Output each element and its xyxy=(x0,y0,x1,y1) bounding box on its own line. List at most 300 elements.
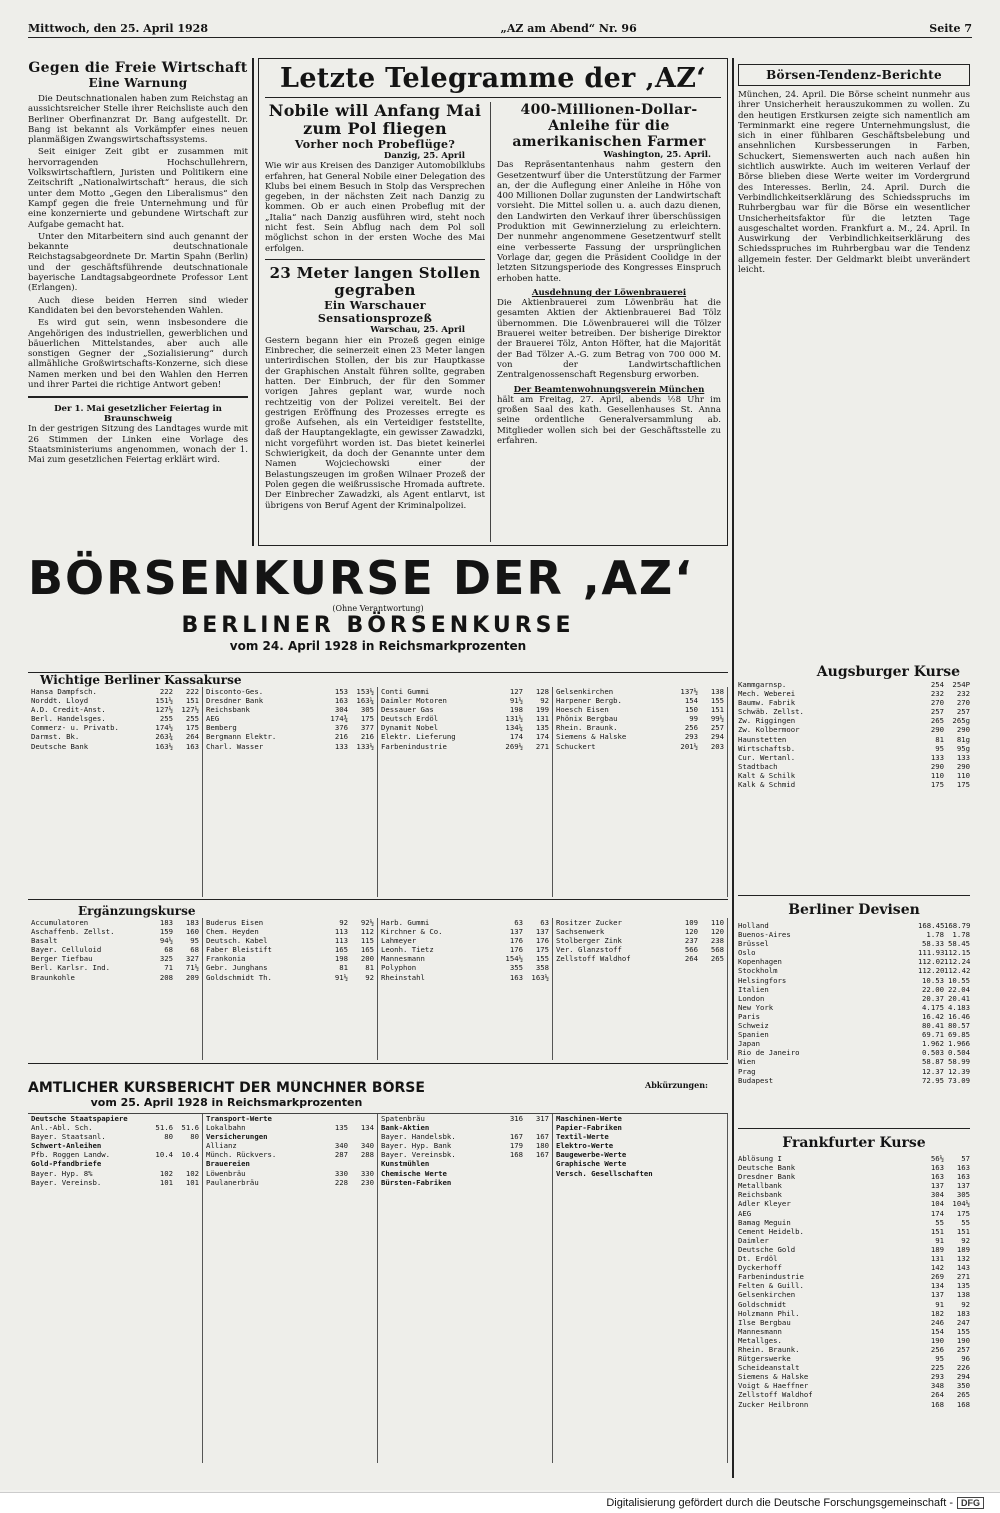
table-row xyxy=(738,957,970,966)
stock-value xyxy=(698,1159,724,1168)
stock-value: 69.71 xyxy=(922,1030,944,1040)
stock-value xyxy=(523,1169,549,1178)
stock-value: 4.183 xyxy=(948,1002,970,1012)
stock-value: 4.175 xyxy=(922,1002,944,1012)
stock-value: 131 xyxy=(535,714,549,724)
stock-name: Reichsbank xyxy=(738,1190,782,1200)
stock-name: Bamag Meguin xyxy=(738,1217,791,1227)
stock-value: 271 xyxy=(535,741,549,751)
divider xyxy=(252,58,254,546)
stock-value: 155 xyxy=(956,1326,970,1336)
stock-name: Bayer. Vereinsbk. xyxy=(381,1150,456,1160)
stock-value: 150 xyxy=(684,705,698,715)
stock-value: 112.42 xyxy=(944,966,970,976)
table-row xyxy=(381,973,549,982)
table-row xyxy=(556,1114,724,1123)
table-row xyxy=(381,936,549,945)
stock-name: Stockholm xyxy=(738,966,778,976)
stock-value: 271 xyxy=(956,1272,970,1282)
table-column xyxy=(28,1114,203,1463)
stock-value: 99 xyxy=(689,714,698,724)
table-row xyxy=(556,732,724,741)
stock-value: 163½ xyxy=(155,741,173,751)
stock-name: Berl. Handelsges. xyxy=(31,714,106,724)
stock-name: Kammgarnsp. xyxy=(738,680,787,689)
stock-value: 20.37 xyxy=(922,993,944,1003)
stock-value: 58.99 xyxy=(948,1057,970,1067)
stock-name: Ilse Bergbau xyxy=(738,1317,791,1327)
stock-value: 110 xyxy=(710,918,724,927)
stock-value: 113 xyxy=(334,936,348,946)
stock-value xyxy=(698,1141,724,1150)
stock-value: 80 xyxy=(190,1132,199,1142)
table-row xyxy=(738,725,970,734)
stock-value: 294 xyxy=(956,1372,970,1382)
stock-value: 254 xyxy=(930,680,944,689)
stock-name: Löwenbräu xyxy=(206,1168,246,1178)
stock-name: Bayer. Staatsanl. xyxy=(31,1132,106,1142)
stock-name: Berger Tiefbau xyxy=(31,954,93,964)
table-row xyxy=(206,1132,374,1141)
stock-name: Graphische Werte xyxy=(556,1159,627,1169)
table-row xyxy=(381,723,549,732)
stock-value: 91½ xyxy=(334,972,348,982)
stock-name: Kirchner & Co. xyxy=(381,927,443,937)
stock-value: 135 xyxy=(535,723,549,733)
stock-name: Ver. Glanzstoff xyxy=(556,945,622,955)
stock-name: Metallbank xyxy=(738,1181,782,1191)
stock-value: 154 xyxy=(684,696,698,706)
stock-name: Zw. Kolbermoor xyxy=(738,725,800,735)
stock-value: 112.24 xyxy=(944,957,970,967)
stock-value: 68 xyxy=(190,945,199,955)
table-row xyxy=(738,1163,970,1172)
stock-value: 200 xyxy=(360,954,374,964)
stock-name: AEG xyxy=(738,1208,752,1218)
stock-value: 1.962 xyxy=(922,1039,944,1049)
berliner-date: vom 24. April 1928 in Reichsmarkprozenten xyxy=(229,639,527,653)
table-row xyxy=(556,1141,724,1150)
stock-value: 167 xyxy=(509,1132,523,1142)
stock-value: 151 xyxy=(185,696,199,706)
stock-name: Allianz xyxy=(206,1141,237,1151)
stock-value: 127½ xyxy=(155,705,173,715)
stock-value xyxy=(173,1159,199,1168)
article-freie-wirtschaft xyxy=(28,60,248,540)
augsburg-title: Augsburger Kurse xyxy=(816,664,960,680)
table-column xyxy=(553,1114,728,1463)
table-row xyxy=(206,723,374,732)
stock-value: 269½ xyxy=(505,741,523,751)
stock-value: 168 xyxy=(509,1150,523,1160)
table-row xyxy=(738,1309,970,1318)
stock-name: Zucker Heilbronn xyxy=(738,1399,809,1409)
stock-value: 81g xyxy=(956,734,970,744)
table-row xyxy=(738,689,970,698)
stock-name: Daimler xyxy=(738,1235,769,1245)
table-row xyxy=(738,1227,970,1236)
table-row xyxy=(738,1057,970,1066)
stock-name: Chemische Werte xyxy=(381,1168,447,1178)
table-row xyxy=(206,954,374,963)
stock-name: Deutsch Erdöl xyxy=(381,714,439,724)
stock-value: 71½ xyxy=(185,963,199,973)
table-row xyxy=(31,696,199,705)
stock-name: Harb. Gummi xyxy=(381,918,430,927)
stock-name: Bayer. Hyp. 8% xyxy=(31,1168,93,1178)
stock-value: 135 xyxy=(956,1281,970,1291)
stock-name: Japan xyxy=(738,1039,760,1049)
stock-value: 174¾ xyxy=(330,714,348,724)
berliner-title: BERLINER BÖRSENKURSE xyxy=(181,613,575,638)
stock-name: Paris xyxy=(738,1011,760,1021)
stock-name: Leonh. Tietz xyxy=(381,945,434,955)
telegram-col-right xyxy=(497,102,721,542)
stock-value: 63 xyxy=(514,918,523,927)
stock-value: 81 xyxy=(339,963,348,973)
stock-name: Reichsbank xyxy=(206,705,250,715)
table-row xyxy=(206,1169,374,1178)
table-row xyxy=(31,1114,199,1123)
stock-value: 325 xyxy=(159,954,173,964)
stock-name: Deutsche Bank xyxy=(738,1163,796,1173)
table-row xyxy=(381,687,549,696)
stock-value: 113 xyxy=(334,927,348,937)
table-row xyxy=(738,762,970,771)
stock-value: 0.503 xyxy=(922,1048,944,1058)
stock-value: 71 xyxy=(164,963,173,973)
stock-value: 131½ xyxy=(505,714,523,724)
stock-value: 270 xyxy=(930,698,944,708)
stock-name: Farbenindustrie xyxy=(738,1272,804,1282)
telegram-title: 400-Millionen-Dollar-Anleihe für die amerikanischen Farmer xyxy=(512,102,706,150)
stock-name: Buenos-Aires xyxy=(738,930,791,940)
table-row xyxy=(206,936,374,945)
table-row xyxy=(381,705,549,714)
stock-name: Wirtschaftsb. xyxy=(738,743,796,753)
table-row xyxy=(31,945,199,954)
stock-value: 198 xyxy=(509,705,523,715)
stock-name: Maschinen-Werte xyxy=(556,1114,622,1123)
stock-value xyxy=(147,1159,173,1168)
stock-value: 247 xyxy=(956,1317,970,1327)
stock-value: 174 xyxy=(535,732,549,742)
stock-name: Spanien xyxy=(738,1030,769,1040)
stock-name: Dessauer Gas xyxy=(381,705,434,715)
stock-name: Voigt & Haeffner xyxy=(738,1381,809,1391)
telegram-body: Gestern begann hier ein Prozeß gegen einige Einbrecher, die seinerzeit einen 23 Meter langen unterirdischen Stollen, der bis zur Hauptkasse der Graphischen Anstalt führen sollte, gegraben hatten. Der Einbruch, der für den Sommer vorigen Jahres geplant war, wurde noch rechtzeitig von der Polizei vereitelt. Bei der gestrigen Eröffnung des Prozesses erregte es große Aufsehen, als ein Verteidiger feststellte, daß der Hauptangeklagte, ein gewisser Zawadzki, nicht vorgeführt worden ist. Das bietet keinerlei Schwierigkeit, da doch der Genannte unter dem Namen Wojciechowski einer der Belastungszeugen im großen Wilnaer Prozeß der Polen gegen die weißrussische Hromada auftrete. Der Einbrecher Zawadzki, als Agent entlarvt, ist übrigens von Beruf Agent der Kriminalpolizei. xyxy=(265,335,485,511)
stock-name: Norddt. Lloyd xyxy=(31,696,89,706)
stock-value xyxy=(322,1132,348,1141)
kassakurse-grid xyxy=(28,687,728,897)
stock-value: 180 xyxy=(535,1141,549,1151)
table-row xyxy=(381,918,549,927)
table-row xyxy=(738,744,970,753)
stock-value: 153 xyxy=(334,687,348,696)
table-column xyxy=(28,687,203,897)
table-row xyxy=(738,1048,970,1057)
devisen-title: Berliner Devisen xyxy=(788,902,920,918)
telegram-subtitle: Ein Warschauer Sensationsprozeß xyxy=(317,299,433,326)
stock-name: Cur. Wertanl. xyxy=(738,752,796,762)
stock-name: Holland xyxy=(738,921,769,930)
stock-value: 376 xyxy=(334,723,348,733)
stock-value: 133 xyxy=(956,752,970,762)
table-row xyxy=(738,1336,970,1345)
stock-value xyxy=(147,1114,173,1123)
table-column xyxy=(203,1114,378,1463)
stock-value: 112.02 xyxy=(918,957,944,967)
stock-value: 10.55 xyxy=(948,975,970,985)
stock-name: Baumw. Fabrik xyxy=(738,698,796,708)
stock-value: 151 xyxy=(956,1226,970,1236)
stock-value: 94½ xyxy=(159,936,173,946)
table-column xyxy=(378,918,553,1060)
stock-value xyxy=(497,1169,523,1178)
table-row xyxy=(381,696,549,705)
table-row xyxy=(556,705,724,714)
stock-name: Brauereien xyxy=(206,1159,250,1169)
stock-value: 16.46 xyxy=(948,1011,970,1021)
stock-value: 168.45 xyxy=(918,921,944,930)
stock-name: Bayer. Hyp. Bank xyxy=(381,1141,452,1151)
stock-value: 340 xyxy=(360,1141,374,1151)
stock-value: 304 xyxy=(930,1190,944,1200)
stock-name: Zw. Riggingen xyxy=(738,716,796,726)
table-row xyxy=(738,1245,970,1254)
stock-value: 110 xyxy=(930,770,944,780)
stock-value: 238 xyxy=(710,936,724,946)
stock-value xyxy=(698,1169,724,1178)
stock-name: Charl. Wasser xyxy=(206,741,264,751)
table-row xyxy=(738,1190,970,1199)
stock-name: Rütgerswerke xyxy=(738,1354,791,1364)
telegram-title: Der Beamtenwohnungsverein München xyxy=(513,384,705,395)
stock-value: 80.57 xyxy=(948,1021,970,1031)
stock-value: 137 xyxy=(956,1181,970,1191)
stock-name: London xyxy=(738,993,765,1003)
table-row xyxy=(738,1400,970,1409)
boersen-title: BÖRSENKURSE DER ‚AZ‘ xyxy=(28,551,694,605)
table-row xyxy=(738,698,970,707)
stock-name: Rio de Janeiro xyxy=(738,1048,800,1058)
stock-name: Dresdner Bank xyxy=(738,1172,796,1182)
table-row xyxy=(381,927,549,936)
table-row xyxy=(381,742,549,751)
stock-value xyxy=(497,1123,523,1132)
stock-value xyxy=(672,1123,698,1132)
stock-name: Helsingfors xyxy=(738,975,787,985)
stock-value: 72.95 xyxy=(922,1075,944,1085)
stock-name: Buderus Eisen xyxy=(206,918,264,927)
stock-name: Mech. Weberei xyxy=(738,689,796,699)
stock-name: Lokalbahn xyxy=(206,1123,246,1133)
stock-name: Adler Kleyer xyxy=(738,1199,791,1209)
stock-name: Elektr. Lieferung xyxy=(381,732,456,742)
table-row xyxy=(556,742,724,751)
stock-value: 290 xyxy=(956,761,970,771)
stock-name: Schwert-Anleihen xyxy=(31,1141,102,1151)
stock-value: 137 xyxy=(930,1290,944,1300)
stock-value: 112.15 xyxy=(944,948,970,958)
table-row xyxy=(738,1290,970,1299)
stock-value: 151 xyxy=(930,1226,944,1236)
stock-value: 142 xyxy=(930,1263,944,1273)
table-row xyxy=(738,1067,970,1076)
stock-name: Farbenindustrie xyxy=(381,741,447,751)
stock-value: 151½ xyxy=(155,696,173,706)
stock-value xyxy=(672,1114,698,1123)
table-row xyxy=(206,742,374,751)
table-row xyxy=(206,1178,374,1187)
muenchner-section xyxy=(28,1080,728,1480)
frankfurt-title: Frankfurter Kurse xyxy=(782,1135,926,1151)
telegram-body: hält am Freitag, 27. April, abends ½8 Uhr im großen Saal des kath. Gesellenhauses St. Anna seine ordentliche Generalversammlung ab. Mitglieder wollen sich bei der Geschäftsstelle zu erfahren. xyxy=(497,394,721,447)
paragraph: Auch diese beiden Herren sind wieder Kandidaten bei den bevorstehenden Wahlen. xyxy=(28,295,248,316)
stock-value: 163¼ xyxy=(356,696,374,706)
table-row xyxy=(31,687,199,696)
frankfurt-list xyxy=(738,1154,970,1409)
table-row xyxy=(381,1169,549,1178)
stock-name: Schuckert xyxy=(556,741,596,751)
stock-name: Felten & Guill. xyxy=(738,1281,804,1291)
stock-value: 208 xyxy=(159,972,173,982)
stock-value: 92 xyxy=(339,918,348,927)
stock-value xyxy=(698,1123,724,1132)
table-row xyxy=(381,1178,549,1187)
table-row xyxy=(206,732,374,741)
stock-name: Zellstoff Waldhof xyxy=(556,954,631,964)
stock-value xyxy=(672,1159,698,1168)
divider xyxy=(28,396,248,398)
table-row xyxy=(556,1150,724,1159)
stock-value: 290 xyxy=(930,761,944,771)
stock-value: 255 xyxy=(185,714,199,724)
stock-value: 190 xyxy=(930,1335,944,1345)
stock-value: 12.39 xyxy=(948,1066,970,1076)
table-column xyxy=(203,687,378,897)
stock-name: Bürsten-Fabriken xyxy=(381,1177,452,1187)
stock-value: 95 xyxy=(935,1354,944,1364)
table-row xyxy=(738,1354,970,1363)
stock-name: Wien xyxy=(738,1057,756,1067)
stock-value: 256 xyxy=(930,1344,944,1354)
stock-value: 104 xyxy=(930,1199,944,1209)
stock-name: Siemens & Halske xyxy=(738,1372,809,1382)
stock-name: Prag xyxy=(738,1066,756,1076)
stock-value: 255 xyxy=(159,714,173,724)
stock-value: 265 xyxy=(710,954,724,964)
stock-value: 56½ xyxy=(930,1154,944,1163)
augsburg-section xyxy=(738,664,970,884)
stock-name: Frankonia xyxy=(206,954,246,964)
stock-name: Stadtbach xyxy=(738,761,778,771)
stock-value: 133½ xyxy=(356,741,374,751)
footer xyxy=(0,1492,1000,1513)
table-row xyxy=(556,1159,724,1168)
article-subtitle: Eine Warnung xyxy=(88,76,188,90)
stock-name: Bayer. Handelsbk. xyxy=(381,1132,456,1142)
stock-name: A.D. Credit-Anst. xyxy=(31,705,106,715)
table-row xyxy=(738,771,970,780)
stock-name: Rositzer Zucker xyxy=(556,918,622,927)
stock-value: 133 xyxy=(334,741,348,751)
stock-value: 330 xyxy=(360,1168,374,1178)
stock-value xyxy=(173,1141,199,1150)
table-row xyxy=(556,687,724,696)
stock-value: 257 xyxy=(956,1344,970,1354)
table-row xyxy=(31,936,199,945)
stock-name: Braunkohle xyxy=(31,972,75,982)
stock-value: 51.6 xyxy=(181,1123,199,1133)
stock-value: 134¼ xyxy=(505,723,523,733)
stock-name: Kalk & Schmid xyxy=(738,780,796,790)
table-row xyxy=(556,954,724,963)
stock-value xyxy=(672,1132,698,1141)
stock-value: 73.09 xyxy=(948,1075,970,1085)
stock-value: 316 xyxy=(509,1114,523,1123)
table-row xyxy=(738,780,970,789)
stock-value: 128 xyxy=(535,687,549,696)
stock-name: Gold-Pfandbriefe xyxy=(31,1159,102,1169)
stock-value: 137 xyxy=(535,927,549,937)
stock-value: 290 xyxy=(930,725,944,735)
stock-value: 226 xyxy=(956,1363,970,1373)
stock-name: Schweiz xyxy=(738,1021,769,1031)
telegram-title: Nobile will Anfang Mai zum Pol fliegen xyxy=(268,102,482,138)
stock-value xyxy=(698,1132,724,1141)
stock-value: 101 xyxy=(185,1177,199,1187)
table-row xyxy=(738,1272,970,1281)
telegram-col-left xyxy=(265,102,491,542)
table-row xyxy=(556,1169,724,1178)
table-row xyxy=(381,1141,549,1150)
stock-name: Gebr. Junghans xyxy=(206,963,268,973)
table-row xyxy=(31,973,199,982)
telegram-title: Ausdehnung der Löwenbrauerei xyxy=(531,287,687,298)
stock-name: Gelsenkirchen xyxy=(556,687,614,696)
stock-value: 163 xyxy=(509,972,523,982)
stock-value: 127½ xyxy=(181,705,199,715)
table-row xyxy=(381,954,549,963)
stock-value: 246 xyxy=(930,1317,944,1327)
stock-value: 51.6 xyxy=(155,1123,173,1133)
stock-value: 0.504 xyxy=(948,1048,970,1058)
table-row xyxy=(556,723,724,732)
table-row xyxy=(381,1159,549,1168)
table-row xyxy=(738,1199,970,1208)
table-column xyxy=(203,918,378,1060)
stock-name: Baugewerbe-Werte xyxy=(556,1150,627,1160)
stock-value: 155 xyxy=(710,696,724,706)
table-row xyxy=(31,1123,199,1132)
stock-name: Deutsch. Kabel xyxy=(206,936,268,946)
stock-name: Dresdner Bank xyxy=(206,696,264,706)
stock-value xyxy=(147,1141,173,1150)
stock-name: Italien xyxy=(738,984,769,994)
stock-value: 57 xyxy=(961,1154,970,1163)
table-column xyxy=(28,918,203,1060)
table-row xyxy=(556,714,724,723)
stock-name: Mannesmann xyxy=(381,954,425,964)
page-header xyxy=(28,20,972,38)
table-row xyxy=(738,735,970,744)
stock-value: 102 xyxy=(159,1168,173,1178)
stock-value: 175 xyxy=(360,714,374,724)
stock-value: 163 xyxy=(930,1163,944,1173)
stock-name: Faber Bleistift xyxy=(206,945,272,955)
table-row xyxy=(381,732,549,741)
